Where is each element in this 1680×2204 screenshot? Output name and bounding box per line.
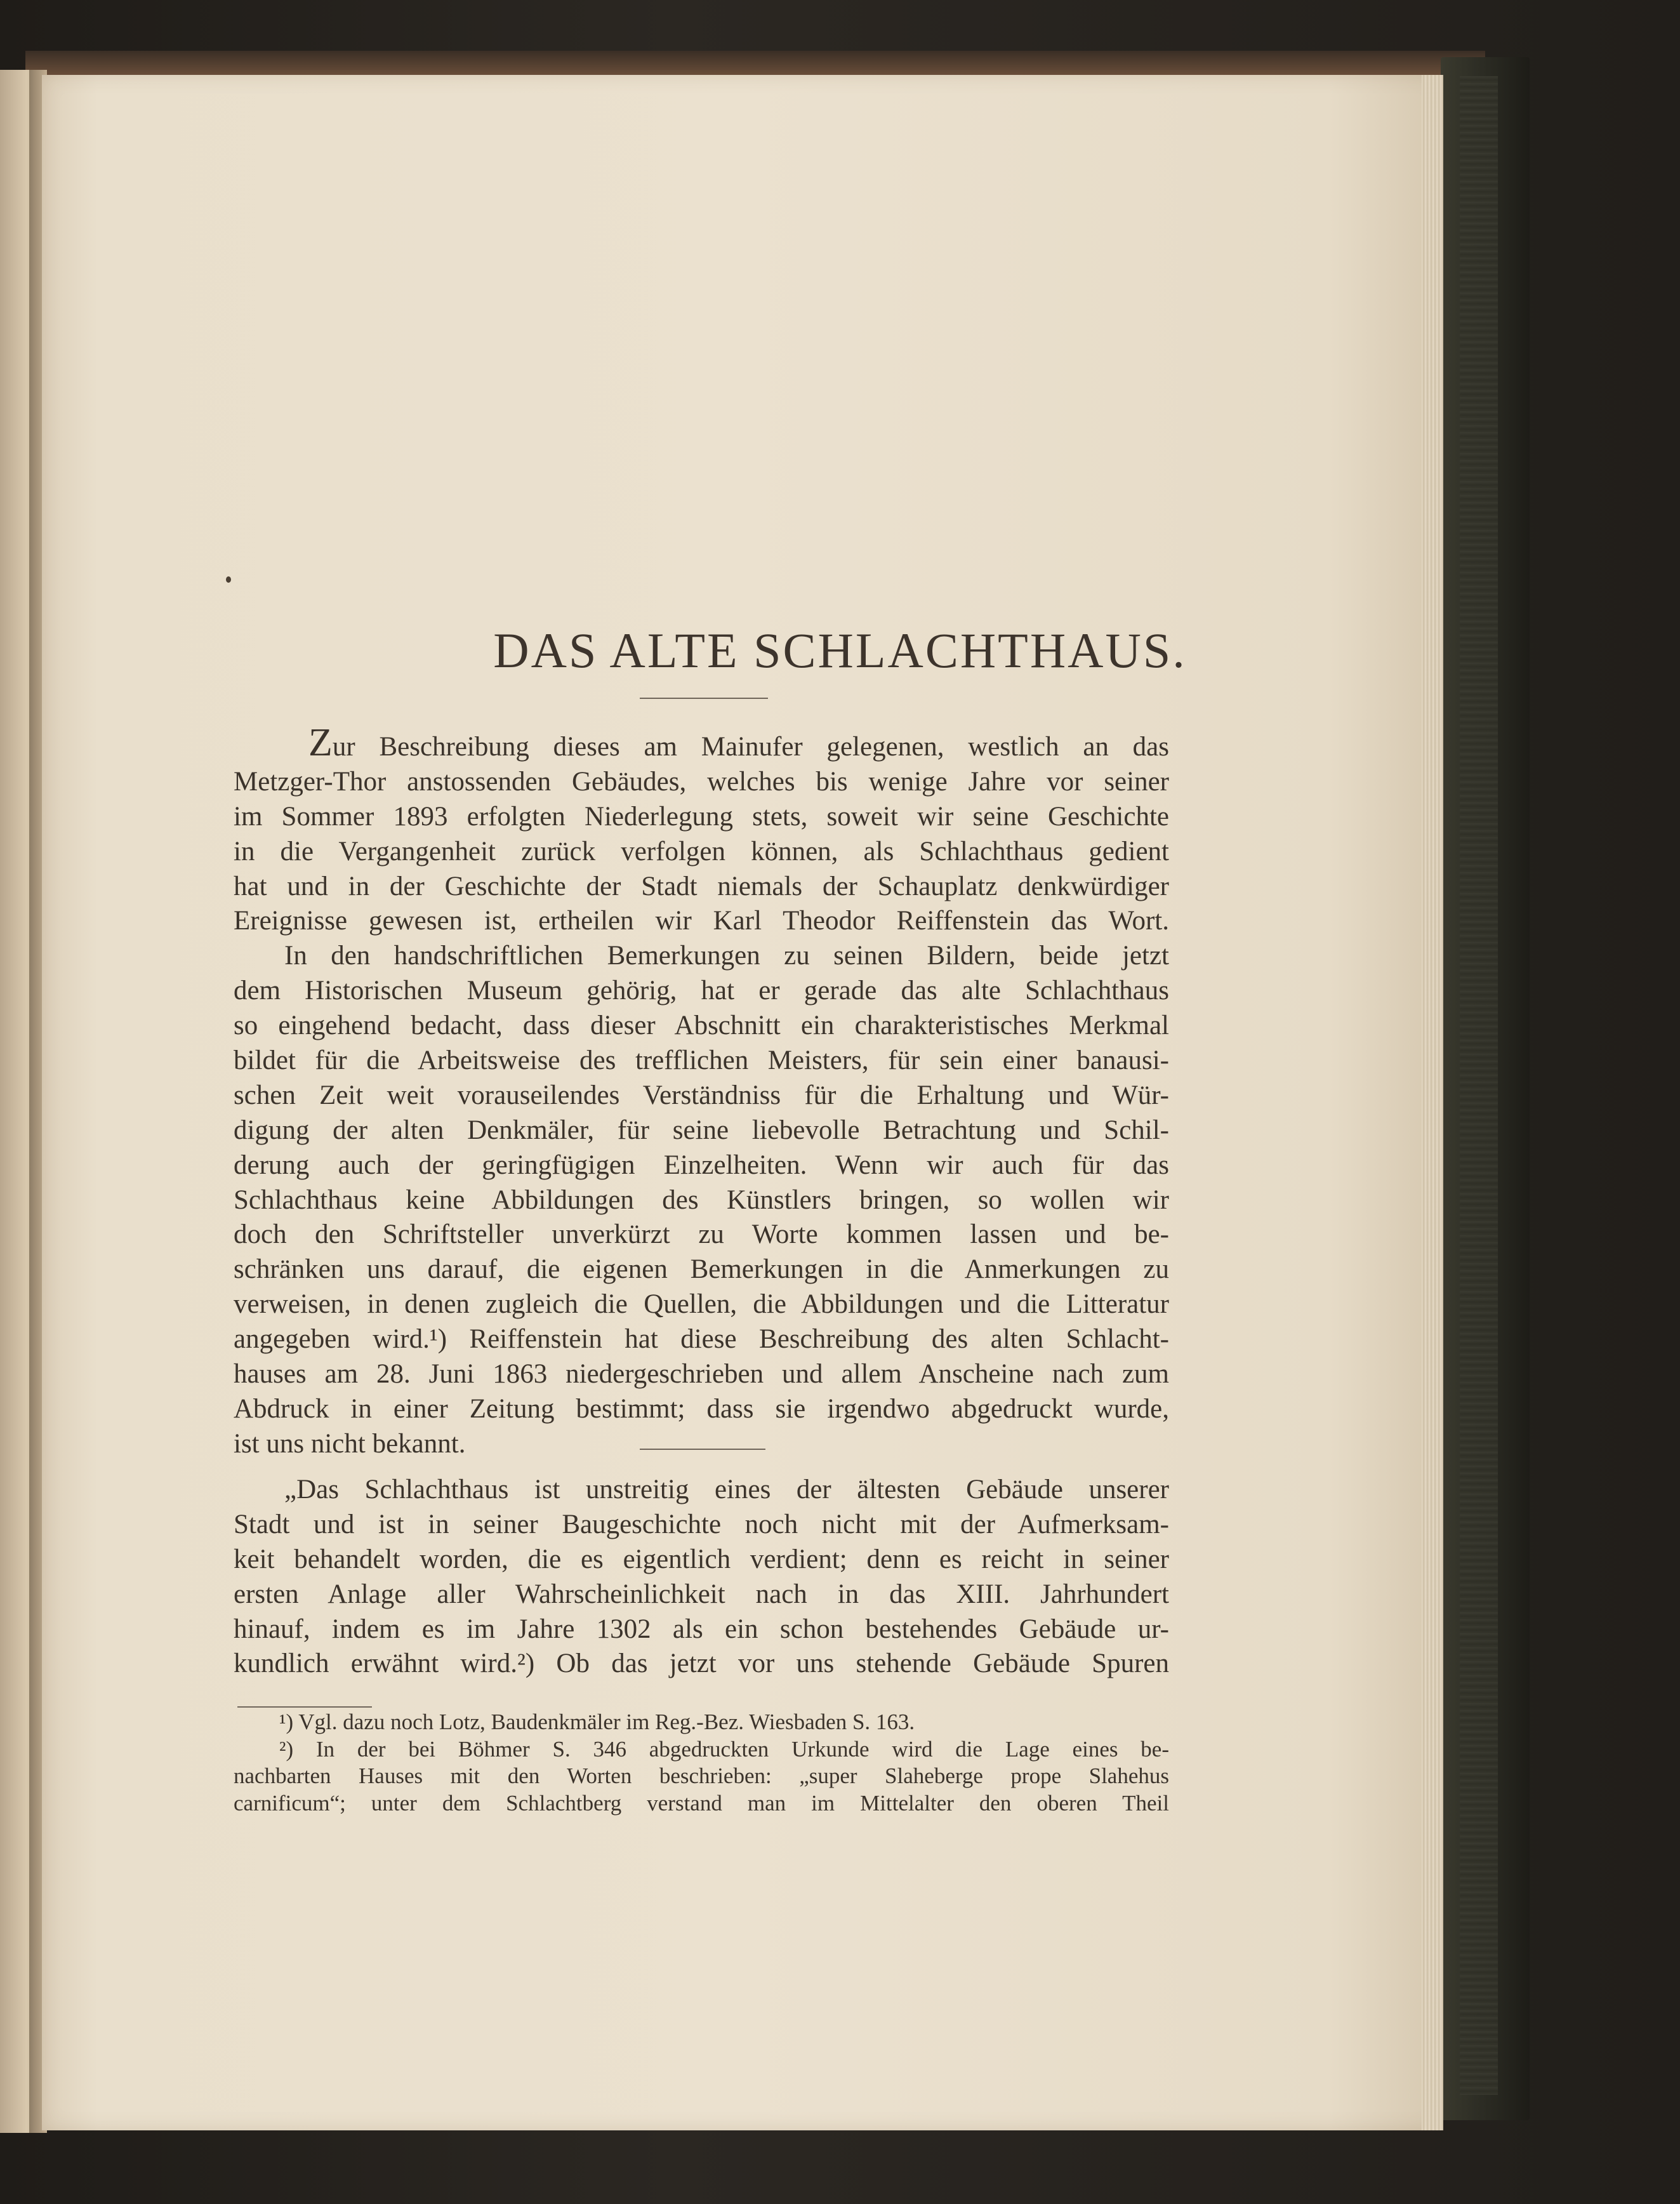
text-line: digung der alten Denkmäler, für seine liebevolle Betrachtung und Schil- (234, 1115, 1169, 1145)
text-line: ersten Anlage aller Wahrscheinlichkeit nach in das XIII. Jahrhundert (234, 1579, 1169, 1609)
text-line: verweisen, in denen zugleich die Quellen, die Abbildungen und die Litteratur (234, 1289, 1169, 1320)
text-line: bildet für die Arbeitsweise des trefflichen Meisters, für sein einer banausi- (234, 1046, 1169, 1076)
book-top-edge (25, 51, 1485, 76)
footnote-2-line: nachbarten Hauses mit den Worten beschrieben: „super Slaheberge prope Slahehus (234, 1763, 1169, 1788)
text-line: Metzger-Thor anstossenden Gebäudes, welches bis wenige Jahre vor seiner (234, 766, 1169, 797)
text-line-content: ur Beschreibung dieses am Mainufer gelegenen, westlich an das (332, 732, 1169, 762)
text-line: kundlich erwähnt wird.²) Ob das jetzt vor uns stehende Gebäude Spuren (234, 1649, 1169, 1679)
book-spine-texture (1460, 76, 1498, 2095)
text-line: hat und in der Geschichte der Stadt niemals der Schauplatz denkwürdiger (234, 871, 1169, 901)
text-line: derung auch der geringfügigen Einzelheiten. Wenn wir auch für das (234, 1150, 1169, 1180)
footnote-rule (237, 1706, 372, 1708)
text-line: schränken uns darauf, die eigenen Bemerkungen in die Anmerkungen zu (234, 1254, 1169, 1285)
footnote-2-line: ²) In der bei Böhmer S. 346 abgedruckten Urkunde wird die Lage eines be- (279, 1736, 1169, 1762)
text-line: Schlachthaus keine Abbildungen des Künstlers bringen, so wollen wir (234, 1185, 1169, 1215)
text-line: dem Historischen Museum gehörig, hat er gerade das alte Schlachthaus (234, 976, 1169, 1006)
text-line: Abdruck in einer Zeitung bestimmt; dass sie irgendwo abgedruckt wurde, (234, 1393, 1169, 1424)
page-title: DAS ALTE SCHLACHTHAUS. (493, 623, 1187, 678)
section-rule (640, 1449, 765, 1450)
text-line: hauses am 28. Juni 1863 niedergeschrieben und allem Anscheine nach zum (234, 1359, 1169, 1390)
footnote-1: ¹) Vgl. dazu noch Lotz, Baudenkmäler im Reg.-Bez. Wiesbaden S. 163. (279, 1709, 915, 1734)
drop-cap: Z (308, 721, 333, 764)
text-line: doch den Schriftsteller unverkürzt zu Worte kommen lassen und be- (234, 1219, 1169, 1250)
text-line: in die Vergangenheit zurück verfolgen können, als Schlachthaus gedient (234, 836, 1169, 866)
text-line: hinauf, indem es im Jahre 1302 als ein schon bestehendes Gebäude ur- (234, 1614, 1169, 1644)
text-line: keit behandelt worden, die es eigentlich verdient; denn es reicht in seiner (234, 1544, 1169, 1574)
footnote-2-line: carnificum“; unter dem Schlachtberg verstand man im Mittelalter den oberen Theil (234, 1790, 1169, 1816)
intro-text (234, 721, 1169, 1462)
text-line: im Sommer 1893 erfolgten Niederlegung stets, soweit wir seine Geschichte (234, 801, 1169, 832)
text-line: In den handschriftlichen Bemerkungen zu seinen Bildern, beide jetzt (284, 941, 1169, 971)
text-line: angegeben wird.¹) Reiffenstein hat diese Beschreibung des alten Schlacht- (234, 1324, 1169, 1355)
title-rule (640, 698, 768, 699)
footnotes (234, 1709, 1169, 1817)
ink-speck (226, 576, 231, 583)
text-line: „Das Schlachthaus ist unstreitig eines der ältesten Gebäude unserer (284, 1475, 1169, 1504)
text-line: Ereignisse gewesen ist, ertheilen wir Karl Theodor Reiffenstein das Wort. (234, 906, 1169, 936)
text-line: Stadt und ist in seiner Baugeschichte noch nicht mit der Aufmerksam- (234, 1509, 1169, 1539)
text-line (234, 721, 1169, 765)
page-stack-edge (1422, 75, 1443, 2130)
text-line: ist uns nicht bekannt. (234, 1428, 466, 1459)
text-line: schen Zeit weit vorauseilendes Verständniss für die Erhaltung und Wür- (234, 1080, 1169, 1110)
quote-text (234, 1473, 1169, 1682)
text-line: so eingehend bedacht, dass dieser Abschnitt ein charakteristisches Merkmal (234, 1011, 1169, 1041)
